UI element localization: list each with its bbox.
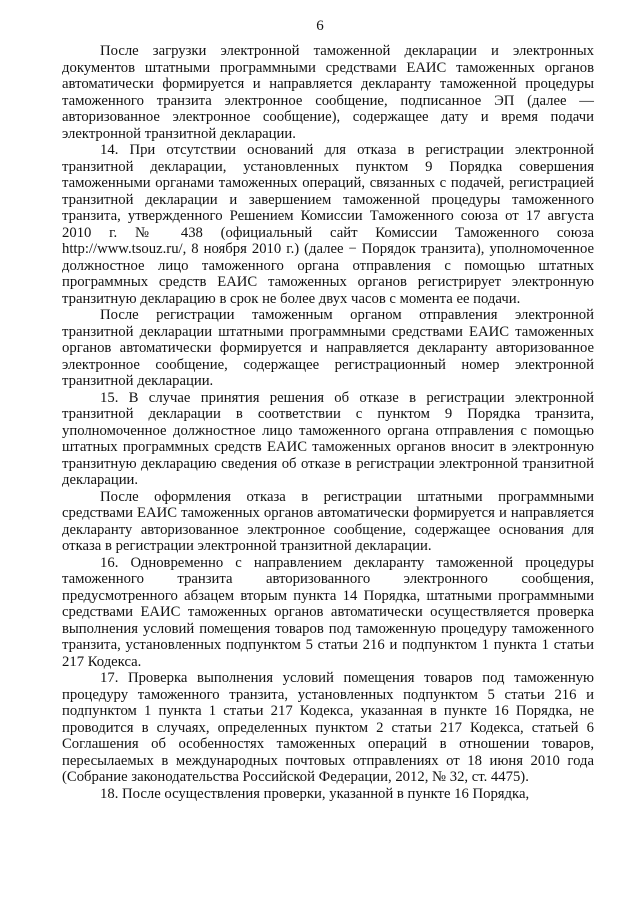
paragraph-upload-notice: После загрузки электронной таможенной декларации и электронных документов штатными программными средствами ЕАИС таможенных органов автоматически формируется и направляется декларанту таможенной процедуры таможенного транзита электронное сообщение, подписанное ЭП (далее — авторизованное электронное сообщение), содержащее дату и время подачи электронной транзитной декларации. [62,43,594,142]
page-number: 6 [316,18,324,34]
document-body [62,43,594,802]
paragraph-refusal-notice: После оформления отказа в регистрации штатными программными средствами ЕАИС таможенных органов автоматически формируется и направляется декларанту авторизованное электронное сообщение, содержащее основания для отказа в регистрации электронной транзитной декларации. [62,488,594,554]
paragraph-point-15: 15. В случае принятия решения об отказе в регистрации электронной транзитной декларации в соответствии с пунктом 9 Порядка транзита, уполномоченное должностное лицо таможенного органа отправления с помощью штатных программных средств ЕАИС таможенных органов вносит в электронную транзитную декларацию сведения об отказе в регистрации электронной транзитной декларации. [62,389,594,488]
paragraph-point-14: 14. При отсутствии оснований для отказа в регистрации электронной транзитной декларации, установленных пунктом 9 Порядка совершения таможенными органами таможенных операций, связанных с подачей, регистрацией транзитной декларации и завершением таможенной процедуры таможенного транзита, утвержденного Решением Комиссии Таможенного союза от 17 августа 2010 г. № 438 (официальный сайт Комиссии Таможенного союза http://www.tsouz.ru/, 8 ноября 2010 г.) (далее − Порядок транзита), уполномоченное должностное лицо таможенного органа отправления с помощью штатных программных средств ЕАИС таможенных органов регистрирует электронную транзитную декларацию в срок не более двух часов с момента ее подачи. [62,142,594,307]
paragraph-point-17: 17. Проверка выполнения условий помещения товаров под таможенную процедуру таможенного транзита, установленных подпунктом 5 статьи 216 и подпунктом 1 пункта 1 статьи 217 Кодекса, указанная в пункте 16 Порядка, не проводится в случаях, определенных пунктом 2 статьи 217 Кодекса, статьей 6 Соглашения об особенностях таможенных операций в отношении товаров, пересылаемых в международных почтовых отправлениях от 18 июня 2010 года (Собрание законодательства Российской Федерации, 2012, № 32, ст. 4475). [62,670,594,785]
paragraph-point-18: 18. После осуществления проверки, указанной в пункте 16 Порядка, [100,785,530,802]
paragraph-point-16: 16. Одновременно с направлением декларанту таможенной процедуры таможенного транзита авторизованного электронного сообщения, предусмотренного абзацем вторым пункта 14 Порядка, штатными программными средствами ЕАИС таможенных органов автоматически осуществляется проверка выполнения условий помещения товаров под таможенную процедуру таможенного транзита, установленных подпунктом 5 статьи 216 и подпунктом 1 пункта 1 статьи 217 Кодекса. [62,554,594,670]
paragraph-registration-notice: После регистрации таможенным органом отправления электронной транзитной декларации штатными программными средствами ЕАИС таможенных органов автоматически формируется и направляется декларанту авторизованное электронное сообщение, содержащее регистрационный номер электронной транзитной декларации. [62,307,594,389]
